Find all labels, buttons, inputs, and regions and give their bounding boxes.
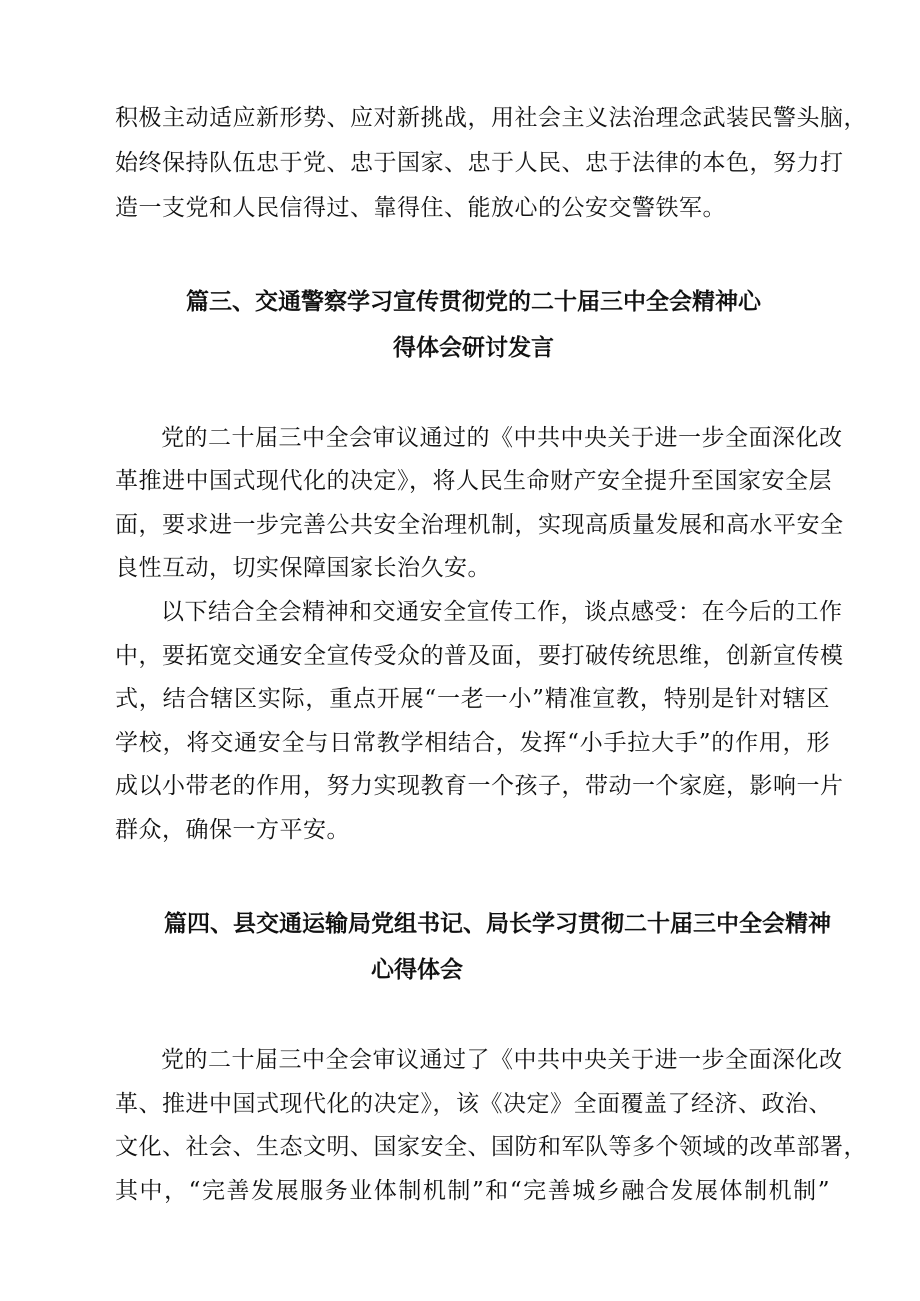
section3-p2-line-4: 学校，将交通安全与日常教学相结合，发挥“小手拉大手”的作用，形 (115, 730, 830, 756)
section4-p1-line-1: 党的二十届三中全会审议通过了《中共中央关于进一步全面深化改 (161, 1047, 843, 1073)
section3-p2-line-2: 中，要拓宽交通安全宣传受众的普及面，要打破传统思维，创新宣传模 (115, 643, 844, 669)
section4-p1-line-2: 革、推进中国式现代化的决定》，该《决定》全面覆盖了经济、政治、 (115, 1091, 832, 1117)
section3-p1-line-1: 党的二十届三中全会审议通过的《中共中央关于进一步全面深化改 (161, 425, 843, 451)
section3-title-line-1: 篇三、交通警察学习宣传贯彻党的二十届三中全会精神心 (186, 289, 761, 315)
section4-p1-line-3: 文化、社会、生态文明、国家安全、国防和军队等多个领域的改革部署， (115, 1134, 867, 1160)
section4-p1-line-4: 其中，“完善发展服务业体制机制”和“完善城乡融合发展体制机制” (115, 1178, 830, 1204)
section3-p2-line-5: 成以小带老的作用，努力实现教育一个孩子，带动一个家庭，影响一片 (115, 773, 844, 799)
section3-p2-line-1: 以下结合全会精神和交通安全宣传工作，谈点感受：在今后的工作 (161, 599, 843, 625)
intro-line-3: 造一支党和人民信得过、靠得住、能放心的公安交警铁军。 (115, 195, 726, 221)
section3-p2-line-3: 式，结合辖区实际，重点开展“一老一小”精准宣教，特别是针对辖区 (115, 686, 830, 712)
section4-title-line-1: 篇四、县交通运输局党组书记、局长学习贯彻二十届三中全会精神 (164, 911, 831, 937)
intro-line-1: 积极主动适应新形势、应对新挑战，用社会主义法治理念武装民警头脑， (115, 105, 867, 131)
section3-p2-line-6: 群众，确保一方平安。 (115, 817, 350, 843)
section3-p1-line-4: 良性互动，切实保障国家长治久安。 (115, 555, 491, 581)
section3-p1-line-3: 面，要求进一步完善公共安全治理机制，实现高质量发展和高水平安全 (115, 512, 844, 538)
section3-p1-line-2: 革推进中国式现代化的决定》，将人民生命财产安全提升至国家安全层 (115, 468, 832, 494)
section4-title-line-2: 心得体会 (371, 957, 463, 983)
intro-line-2: 始终保持队伍忠于党、忠于国家、忠于人民、忠于法律的本色，努力打 (115, 150, 844, 176)
section3-title-line-2: 得体会研讨发言 (393, 335, 554, 361)
